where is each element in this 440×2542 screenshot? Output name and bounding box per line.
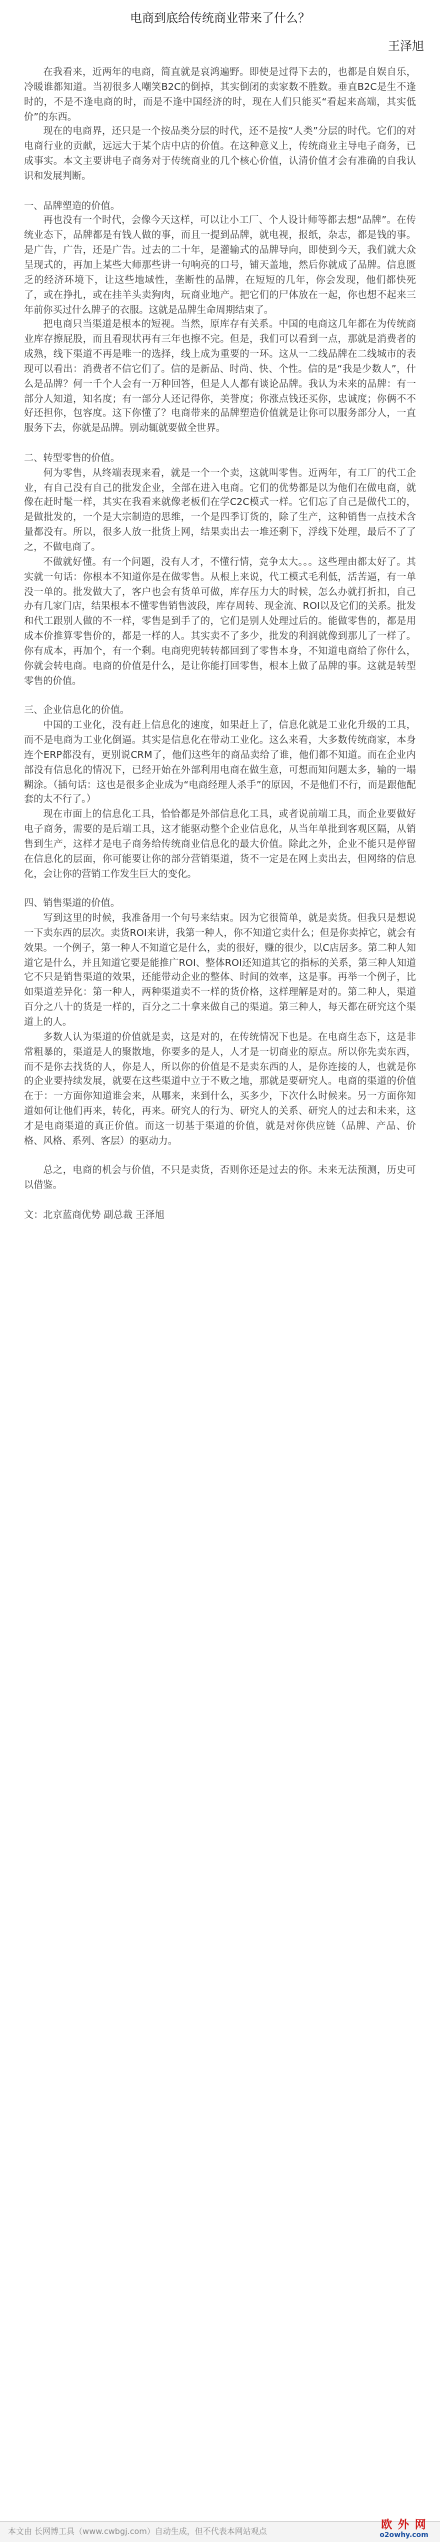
paragraph-gap: [24, 185, 416, 200]
paragraph: 多数人认为渠道的价值就是卖，这是对的，在传统情况下也是。在电商生态下，这是非常粗暴的，渠道是人的聚散地，你要多的是人，人才是一切商业的原点。所以你先卖东西，而不是你去找货的人，你是人，所以你的价值是不是卖东西的人，是你连接的人，也就是你的企业要持续发展，就要在这些渠道中立于不败之地，那就是要研究人。电商的渠道的价值在于：一方面你知道谁会来，从哪来，来到什么，买多少，下次什么时候来。另一方面你知道如何让他们再来，转化，再来。研究人的行为、研究人的关系、研究人的过去和未来，这才是电商渠道的真正价值。而这一切基于渠道的价值，就是对你供应链（品牌、产品、价格、风格、系列、客层）的驱动力。: [24, 1031, 416, 1147]
footer-bar: [0, 2518, 440, 2542]
paragraph: 不做就好懂。有一个问题，没有人才，不懂行情，竞争太大。。。这些理由都太好了。其实就一句话：你根本不知道你是在做零售。从根上来说，代工模式毛利低，活苦逼，有一单没一单的。批发做大了，客户也会有货单可做，库存压力大的时候，怎么办就打折扣，自己办有几家门店，结果根本不懂零售销售波段，库存周转、现金流、ROI以及它们的关系。批发和代工跟别人做的不一样，零售是到手了的，它们是别人处理过后的。能做零售的，都是用成本价推算零售价的，都是一样的人。其实卖不了多少，批发的利润就像到那儿了一样了。你有成本，再加个，有一个剩。电商兜兜转转都回到了零售本身，不知道电商给了你什么，你就会转电商。电商的价值是什么，是让你能打回零售，根本上做了品牌的事。这就是转型零售的价值。: [24, 556, 416, 687]
article-body: [24, 66, 416, 1224]
paragraph: 在我看来，近两年的电商，简直就是哀鸿遍野。即使是过得下去的，也都是自娱自乐，冷暖谁都知道。当初很多人嘲笑B2C的倒掉，其实倒闭的卖家数不胜数。垂直B2C是生不逢时的，不是不逢电商的时，而是不逢中国经济的时，现在人们只能买“看起来高端，其实低价”的东西。: [24, 67, 416, 123]
paragraph-gap: [24, 437, 416, 452]
section-heading: 二、转型零售的价值。: [24, 452, 120, 464]
article-signature: 文：北京蓝商优势 副总裁 王泽旭: [24, 1209, 165, 1221]
paragraph: 何为零售，从终端表现来看，就是一个一个卖，这就叫零售。近两年，有工厂的代工企业，有自己没有自己的批发企业，全部在进入电商。它们的优势都是以为他们在做电商，就像在赶时髦一样，其实在我看来就像老板们在学C2C模式一样。它们忘了自己是做代工的，是做批发的，一个是大宗制造的思维，一个是四季订货的，除了生产，这种销售一点技术含量都没有。所以，很多人放一批货上网，结果卖出去一堆还剩下，浮线下处理，最后不了了之，不做电商了。: [24, 467, 416, 553]
paragraph: 现在的电商界，还只是一个按品类分层的时代，还不是按“人类”分层的时代。它们的对电商行业的贡献，远远大于某个店中店的价值。在这种意义上，传统商业主导电子商务，已成事实。本文主要讲电子商务对于传统商业的几个核心价值，认清价值才会有准确的自我认识和发展判断。: [24, 126, 416, 182]
paragraph-gap: [24, 689, 416, 704]
section-heading: 三、企业信息化的价值。: [24, 705, 130, 717]
paragraph-gap: [24, 882, 416, 897]
site-logo[interactable]: [372, 2518, 436, 2542]
paragraph: 再也没有一个时代，会像今天这样，可以让小工厂、个人设计师等都去想“品牌”。在传统业态下，品牌都是有钱人做的事，而且一提到品牌，就电视，报纸，杂志，都是钱的事。是广告，广告，还是广告。过去的二十年，是灌输式的品牌导向，即使到今天，我们就大众呈现式的，再加上某些大师那些讲一句响亮的口号，铺天盖地，然后你就成了品牌。信息匮乏的经济环境下，让这些地域性，垄断性的品牌，在短短的几年，你会发现，他们都快死了，或在挣扎，或在挂羊头卖狗肉，玩商业地产。把它们的尸体放在一起，你也想不起来三年前你买过什么牌子的衣服。这就是品牌生命周期结束了。: [24, 215, 416, 316]
paragraph-gap: [24, 1150, 416, 1165]
paragraph: 写到这里的时候，我准备用一个句号来结束。因为它很简单，就是卖货。但我只是想说一下卖东西的层次。卖货ROI来讲，我第一种人，你不知道它卖什么；但是你卖掉它，就会有效果。一个例子，第一种人不知道它是什么，卖的很好，赚的很少，以C店居多。第二种人知道它是什么，并且知道它要是能推广ROI、整体ROI还知道其它的指标的关系，第三种人知道它不只是销售渠道的效果，还能带动企业的整体、时间的效率，这是事。再举一个例子，比如渠道差异化：第一种人，两种渠道卖不一样的货价格，这样理解是对的。第二种人，渠道百分之八十的货是一样的，百分之二十拿来做自己的渠道。第三种人，每天都在研究这个渠道上的人。: [24, 913, 416, 1028]
paragraph: 现在市面上的信息化工具，恰恰都是外部信息化工具，或者说前端工具，而企业要做好电子商务，需要的是后端工具，这才能驱动整个企业信息化，从当年单批到客观区隔，从销售到生产，这样才是电子商务给传统商业信息化的最大价值。除此之外，企业不能只是停留在信息化的层面，你可能要让你的部分营销渠道，货不一定是在网上卖出去，但网络的信息化，会让你的营销工作发生巨大的变化。: [24, 809, 416, 880]
article-author: 王泽旭: [387, 39, 424, 53]
footer-credit: 本文由 长网博工具（www.cwbgj.com）自动生成，但不代表本网站观点: [8, 2527, 267, 2536]
paragraph: 总之，电商的机会与价值，不只是卖货，否则你还是过去的你。未来无法预测，历史可以借鉴。: [24, 1165, 416, 1192]
site-logo-text: 欧 外 网: [381, 2518, 427, 2531]
paragraph: 中国的工业化，没有赶上信息化的速度，如果赶上了，信息化就是工业化升级的工具，而不是电商为工业化倒逼。其实是信息化在带动工业化。这么来看，大多数传统商家，本身连个ERP都没有，更别说CRM了，他们这些年的商品卖给了谁，他们都不知道。而在企业内部没有信息化的情况下，已经开始在外部利用电商在做生意，可想而知问题太多，输的一塌糊涂。（插句话：这也是很多企业成为“电商经理人杀手”的原因，不是他们不行，而是跟他配套的太不行了。）: [24, 720, 416, 806]
article-title: 电商到底给传统商业带来了什么？: [129, 11, 310, 25]
section-heading: 一、品牌塑造的价值。: [24, 200, 120, 212]
paragraph: 把电商只当渠道是根本的短视。当然，原库存有关系。中国的电商这几年都在为传统商业库存擦屁股，而且看现状再有三年也擦不完。但是，我们可以看到一点，那就是消费者的成熟，线下渠道不再是唯一的选择，线上成为重要的一环。这从一二线品牌在二线城市的表现可以看出：消费者不信它们了。信的是新品、时尚、快、个性。信的是“我是少数人”，什么是品牌？何一千个人会有一万种回答，但是人人都有谈论品牌。我认为未来的品牌：有一部分人知道，知名度；有一部分人还记得你，美誉度；你涨点钱还买你，忠诚度；你俩不不好还担你，包容度。这下你懂了？电商带来的品牌塑造价值就是让你可以服务部分人，一直服务下去，你就是品牌。别动辄就要做全世界。: [24, 319, 416, 435]
section-heading: 四、销售渠道的价值。: [24, 898, 120, 910]
site-logo-url: o2owhy.com: [379, 2531, 429, 2539]
paragraph-gap: [24, 1194, 416, 1209]
